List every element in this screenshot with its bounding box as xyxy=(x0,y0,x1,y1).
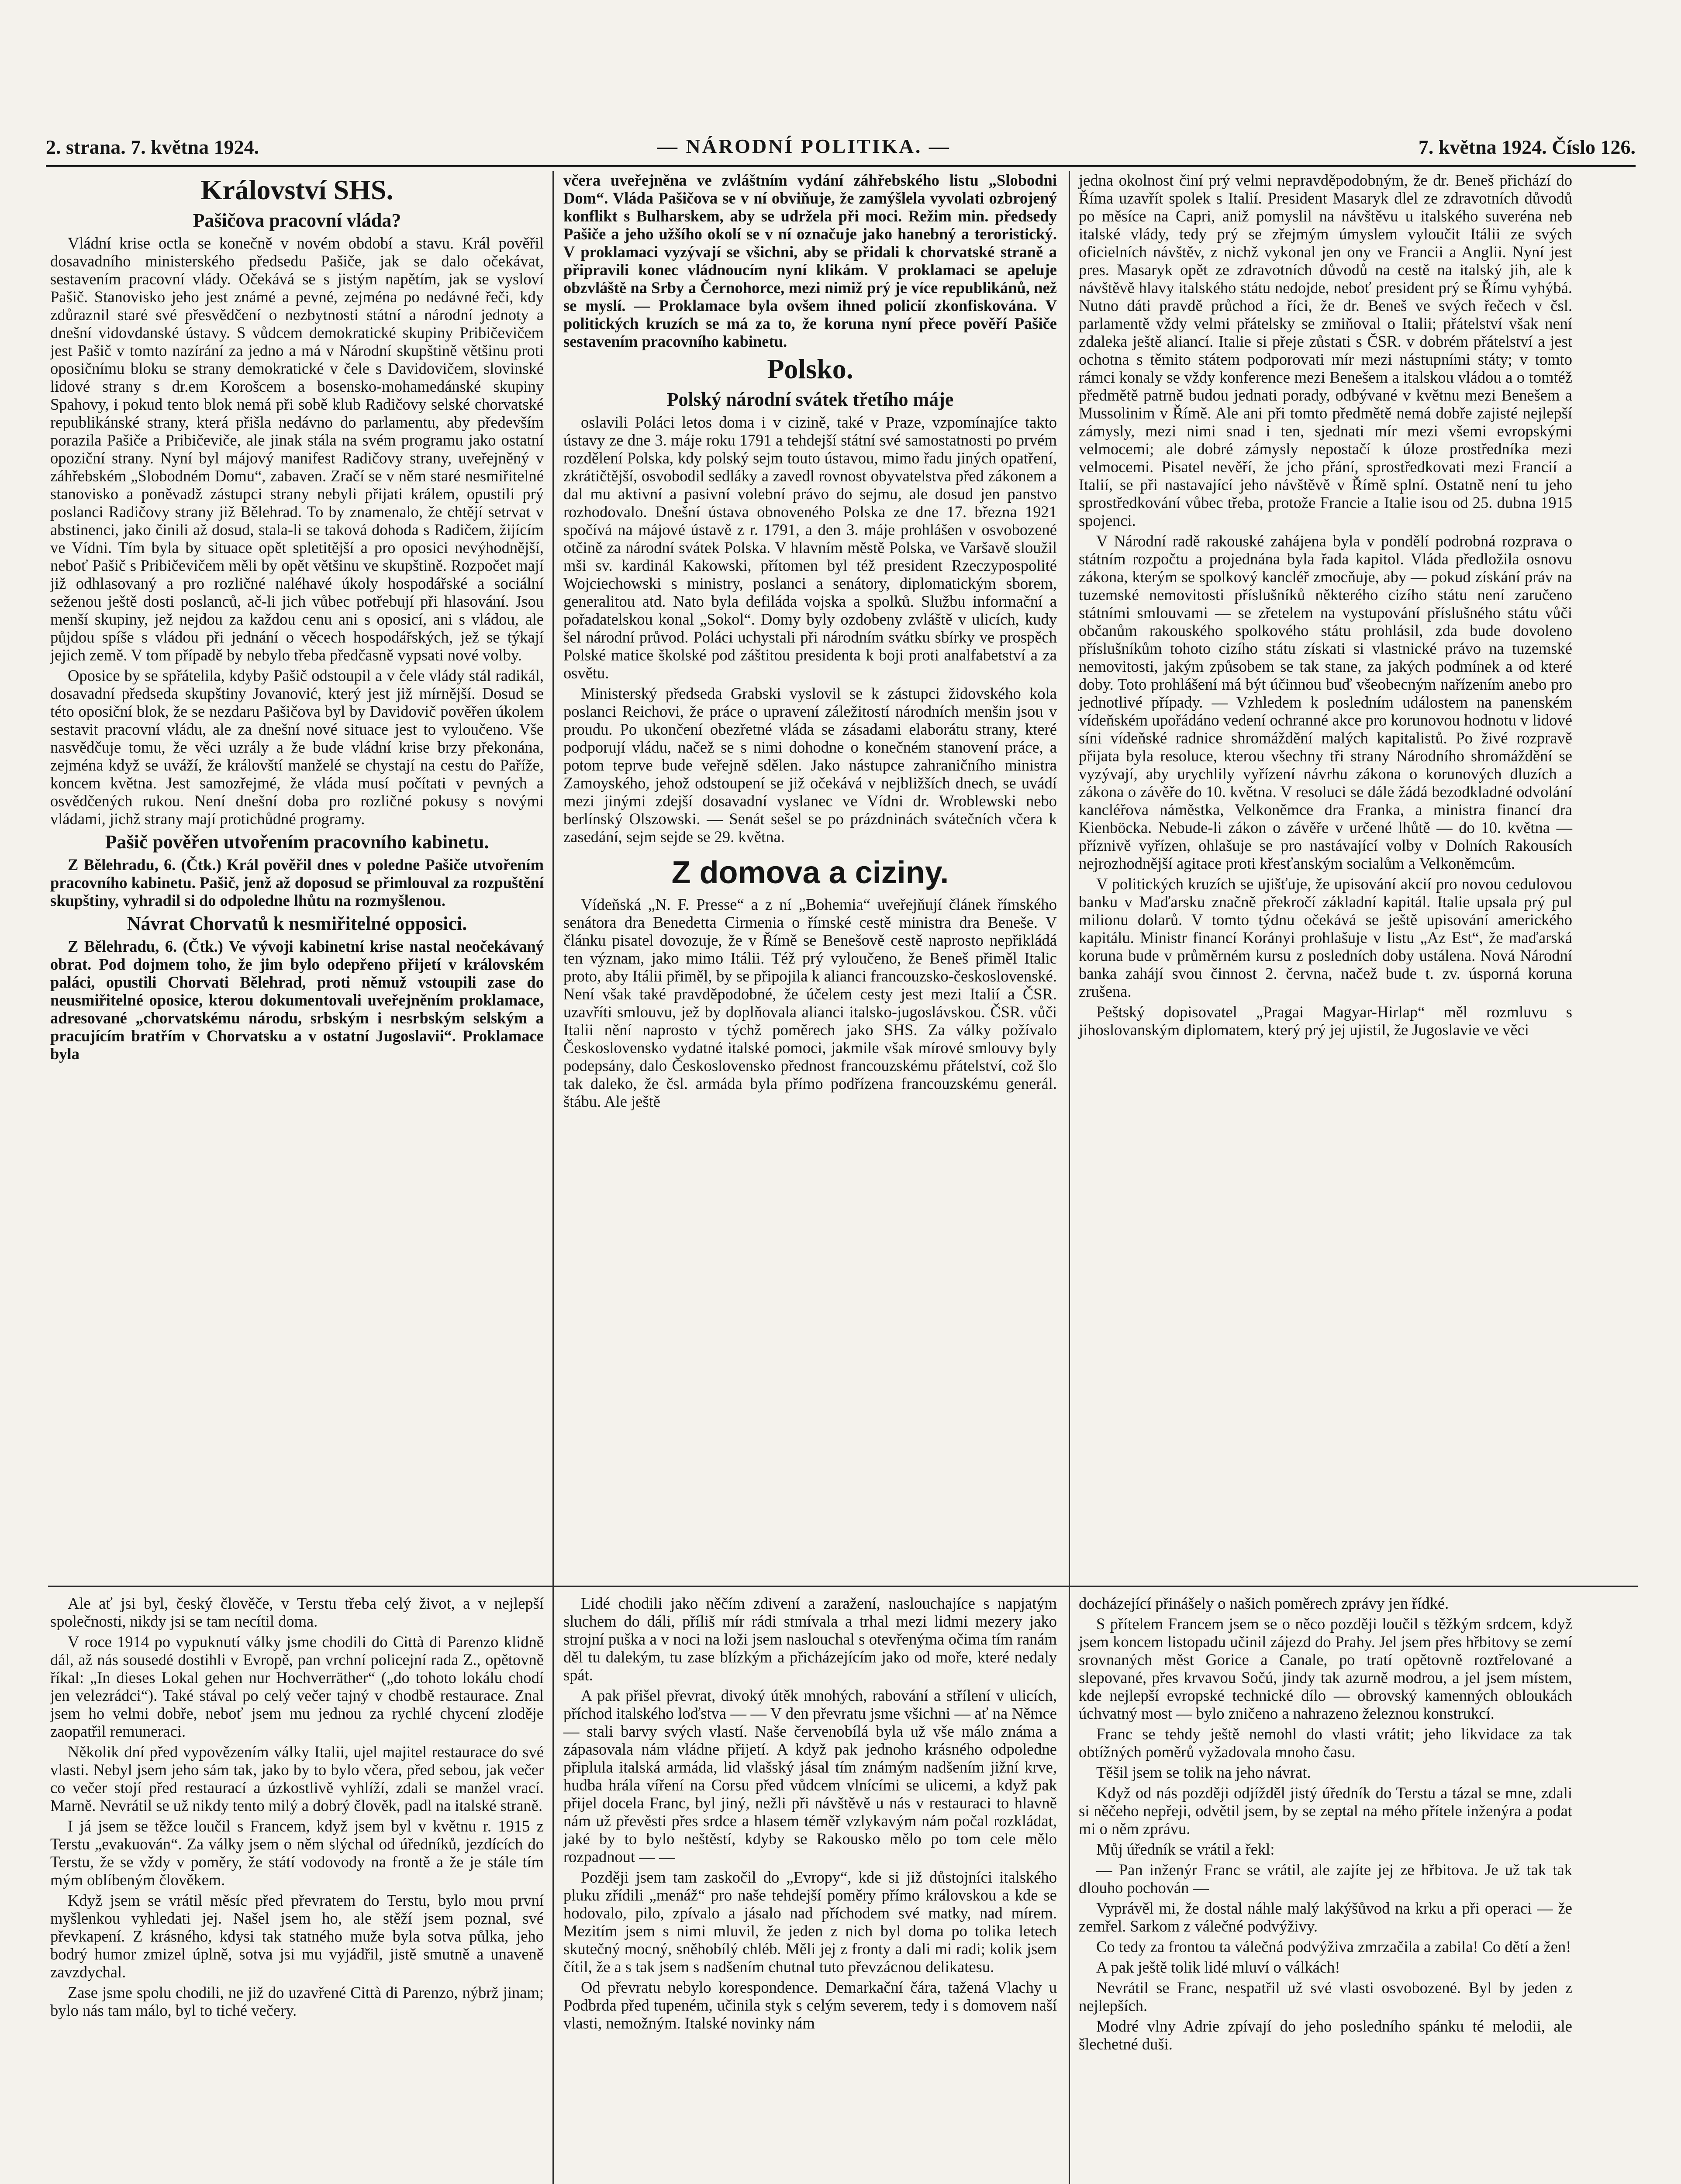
feuilleton-column-1 xyxy=(50,1594,544,2022)
paragraph: Nevrátil se Franc, nespatřil už své vlasti osvobozené. Byl by jeden z nejlepších. xyxy=(1079,1979,1572,2015)
page-header xyxy=(46,131,1636,166)
paragraph: oslavili Poláci letos doma i v cizině, také v Praze, vzpomínajíce takto ústavy ze dne 3. máje roku 1791 a tehdejší státní své samostatnosti po prvém rozdělení Polska, kdy polský sejm touto ústavou, mimo řadu jiných opatření, zkrátičtější, osvobodil sedláky a zavedl rovnost obyvatelstva před zákonem a dal mu aktivní a pasivní volební právo do sejmu, ale dosud jen panstvo rozhodovalo. Dnešní ústava obnoveného Polska ze dne 17. března 1921 spočívá na májové ústavě z r. 1791, a den 3. máje prohlášen v osvobozené otčině za národní svátek Polska. V hlavním městě Polska, ve Varšavě sloužil mši sv. kardinál Kakowski, přítomen byl též president Rzeczypospolité Wojciechowski s ministry, poslanci a senátory, diplomatickým sborem, generalitou atd. Nato byla defiláda vojska a spolků. Službu informační a pořadatelskou konal „Sokol“. Domy byly ozdobeny zvláště v ulicích, kudy šel národní průvod. Poláci uchystali při národním svátku sbírky ve prospěch Polské matice školské pod záštitou presidenta k boji proti analfabetství a za osvětu. xyxy=(563,413,1057,682)
paragraph: Ministerský předseda Grabski vyslovil se k zástupci židovského kola poslanci Reichovi, že práce o upravení záležitostí národních menšin jsou v proudu. Po ukončení obezřetné vláda se zásadami elaborátu strany, které podporují vládu, načež se s nimi dohodne o konečném stanovení práce, a potom teprve bude veřejně sdělen. Jako nástupce zahraničního ministra Zamoyského, jehož odstoupení se již očekává v nejbližších dnech, se uvádí mezi jinými zdejší dosavadní vyslanec ve Vídni dr. Wroblewski nebo berlínský Olszowski. — Senát sešel se po prázdninách svátečních včera k zasedání, sejm sejde se 29. května. xyxy=(563,684,1057,846)
paragraph: Můj úředník se vrátil a řekl: xyxy=(1096,1840,1275,1858)
section-title: Z domova a ciziny. xyxy=(671,855,949,890)
article-title: Návrat Chorvatů k nesmiřitelné opposici. xyxy=(127,913,467,934)
column-divider xyxy=(1069,171,1070,2184)
article-title: Pašičova pracovní vláda? xyxy=(193,210,401,231)
section-title: Království SHS. xyxy=(200,174,393,205)
article-title: Pašič pověřen utvořením pracovního kabinetu. xyxy=(105,831,489,853)
paragraph: V Národní radě rakouské zahájena byla v pondělí podrobná rozprava o státním rozpočtu a projednána byla řada kapitol. Vláda předložila osnovu zákona, kterým se spolkový kancléř zmocňuje, aby — pokud získání práv na tuzemské nemovitosti příslušníků některého cizího státu není zaručeno státními smlouvami — se zřetelem na vystupování příslušného státu vůči občanům rakouského spolkového státu prohlásil, zda bude dovoleno příslušníkům tohoto cizího státu získati si vlastnické právo na tuzemské nemovitosti, jakým způsobem se tak stane, za jakých podmínek a od které doby. Toto prohlášení má být účinnou buď všeobecným nařízením anebo pro jednotlivé případy. — Vzhledem k posledním událostem na panenském vídeňském upořádáno vedení ochranné akce pro korunovou hodnotu v lidové síni vídeňské radnice shromáždění malých kapitalistů. Po živé rozpravě přijata byla resoluce, kterou všechny tři strany Národního shromáždění se vyzývají, aby urychlily vyřízení návrhu zákona o korunových dluzích a zákona o závěře do 10. května. V resoluci se dále žádá bezodkladné odvolání kancléřova náměstka, Velkoněmce dra Franka, a ministra financí dra Kienböcka. Nebude-li zákon o závěře v určené lhůtě — do 10. května — příznivě vyřízen, ohlašuje se pro nastávající volby v Dolních Rakousích nejrozhodnější agitace proti křesťanským socialům a Velkoněmcům. xyxy=(1079,532,1572,872)
feuilleton-column-2 xyxy=(563,1594,1057,2035)
section-title: Polsko. xyxy=(767,353,853,384)
paragraph: Když jsem se vrátil měsíc před převratem do Terstu, bylo mou první myšlenkou vyhledati jej. Našel jsem ho, ale stěží jsem poznal, své převkapení. Z krásného, kdysi tak statného muže byla sotva půlka, jeho bodrý humor zmizel úplně, sotva jsi mu vyjádřil, jistě smutně a unaveně zavzdychal. xyxy=(50,1891,544,1981)
paragraph: docházející přinášely o našich poměrech zprávy jen řídké. xyxy=(1079,1594,1449,1612)
column-1 xyxy=(50,171,544,1604)
column-3 xyxy=(1079,171,1572,1543)
paragraph: Co tedy za frontou ta válečná podvýživa zmrzačila a zabila! Co dětí a žen! xyxy=(1096,1938,1571,1956)
column-2 xyxy=(563,171,1057,1552)
paragraph: S přítelem Francem jsem se o něco později loučil s těžkým srdcem, když jsem koncem listopadu učinil zájezd do Prahy. Jel jsem přes hřbitovy se zemí srovnaných měst Gorice a Canale, po tratí opětovně roztřelované a slepované, přes krvavou Sočú, jindy tak azurně modrou, a jel jsem místem, kde nejlepší evropské technické dílo — obrovský kamenných obloukách úchvatný most — bylo zničeno a nahrazeno železnou konstrukcí. xyxy=(1079,1615,1572,1722)
paragraph: Modré vlny Adrie zpívají do jeho posledního spánku té melodii, ale šlechetné duši. xyxy=(1079,2017,1572,2053)
feuilleton-column-3 xyxy=(1079,1594,1572,2056)
article-title: Polský národní svátek třetího máje xyxy=(666,389,954,410)
header-rule xyxy=(46,165,1636,167)
paragraph: včera uveřejněna ve zvláštním vydání záhřebského listu „Slobodni Dom“. Vláda Pašičova se v ní obviňuje, že zamýšlela vyvolati ozbrojený konflikt s Bulharskem, aby se udržela při moci. Režim min. předsedy Pašiče a jeho užšího okolí se v ní označuje jako hanebný a teroristický. V proklamaci vyzývají se všichni, aby se přidali k chorvatské straně a připravili konec vládnoucím nyní klikám. V proklamaci se apeluje obzvláště na Srby a Černohorce, mezi nimiž prý je více republikánů, než se myslí. — Proklamace byla ovšem ihned policií zkonfiskována. V politických kruzích se má za to, že koruna nyní přece pověří Pašiče sestavením pracovního kabinetu. xyxy=(563,171,1057,350)
paragraph: Později jsem tam zaskočil do „Evropy“, kde si již důstojníci italského pluku zřídili „menáž“ pro naše tehdejší poměry přímo královskou a kde se hodovalo, pilo, zpívalo a jásalo nad příchodem své matky, nad mírem. Mezitím jsem s nimi mluvil, že jeden z nich byl doma po tolika letech skutečný mocný, sněhobílý chléb. Měli jej z fronty a dali mi radi; kolik jsem čítil, že a s tak jsem s nadšením chutnal tuto převzácnou delikatesu. xyxy=(563,1868,1057,1976)
paragraph: jedna okolnost činí prý velmi nepravděpodobným, že dr. Beneš přichází do Říma uzavřít spolek s Italií. President Masaryk dlel ze zdravotních důvodů po měsíce na Capri, aniž pomyslil na návštěvu u italského suveréna neb italské vlády, tedy prý se zřejmým úmyslem vyloučit Itálii ze svých oficielních návštěv, z nichž vykonal jen ony ve Francii a Anglii. Nyní jest pres. Masaryk opět ze zdravotních důvodů na cestě na italský jih, ale k návštěvě hlavy italského státu nedojde, neboť president prý se Římu vyhýbá. Nutno dáti pravdě průchod a říci, že dr. Beneš ve svých řečech v čsl. parlamentě vždy velmi přátelsky se zmiňoval o Italii; přátelství však není zdaleka ještě aliancí. Italie si přeje zůstati s ČSR. v dobrém přátelství a jest ochotna s těmito státem podporovati mír mezi nástupními státy; v tomto rámci konaly se vždy konference mezi Benešem a italskou vládou a o tomtéž předmětě patrně budou jednati porady, odbývané v květnu mezi Benešem a Mussolinim v Římě. Ale ani při tomto předmětě nemá dobře zajisté nejlepší zámysly, mezi nimi snad i ten, sjednati mír mezi všemi evropskými velmocemi; ale dobré zámysly nepostačí k úloze prostředníka mezi velmocemi. Pisatel nevěří, že jcho přání, sprostředkovati mezi Francií a Italií, se při nastavající jeho návštěvě v Římě splní. Ostatně není tu jeho sprostředkování vůbec třeba, protože Francie a Italie isou od 25. dubna 1915 spojenci. xyxy=(1079,171,1572,529)
paragraph: A pak ještě tolik lidé mluví o válkách! xyxy=(1096,1958,1340,1976)
paragraph: Ale ať jsi byl, český člověče, v Terstu třeba celý život, a v nejlepší společnosti, nikdy jsi se tam necítil doma. xyxy=(50,1594,544,1630)
paragraph: Několik dní před vypovězením války Italii, ujel majitel restaurace do své vlasti. Nebyl jsem jeho sám tak, jako by to bylo včera, před sebou, jak večer co večer stojí před restaurací a úzkostlivě vyhlíží, zdali se manžel vrací. Marně. Nevrátil se už nikdy tento milý a dobrý člověk, padl na italské straně. xyxy=(50,1743,544,1814)
paragraph: Vládní krise octla se konečně v novém období a stavu. Král pověřil dosavadního ministerského předsedu Pašiče, jak se dalo očekávat, sestavením pracovní vlády. Očekává se s jistým napětím, jak se vysloví Pašič. Stanovisko jeho jest známé a pevné, zejména po nedávné řeči, kdy zdůraznil staré své přesvědčení o nezbytnosti státní a národní jednoty a dnešní vidovdanské ústavy. S vůdcem demokratické skupiny Pribičevičem jest Pašič v tomto nazírání za jedno a má v Národní skupštině většinu proti oposičnímu bloku se strany demokratické v čele s Davidovičem, slovinské lidové strany s dr.em Korošcem a bosensko-mohamedánské skupiny Spahovy, i pokud tento blok nemá při sobě klub Radičovy selské chorvatské republikánské strany, která přišla nedávno do parlamentu, aby především porazila Pašiče a Pribičeviče, ale jinak stála na svém programu jako ostatní opoziční strany. Nyní byl májový manifest Radičovy strany, uveřejněný v záhřebském „Slobodném Domu“, zabaven. Zračí se v něm staré nesmiřitelné stanovisko a poněvadž zástupci strany nebyli přijati králem, opustili prý poslanci Radičovy strany již Bělehrad. To by znamenalo, že chtějí setrvat v abstinenci, jako činili až dosud, stala-li se taková dohoda s Radičem, žijícím ve Vídni. Tím byla by situace opět spletitější a pro oposici nevýhodnější, neboť Pašič s Pribičevičem měli by opět většinu ve skupštině. Rozpočet mají již odhlasovaný a pro rozličné naléhavé úkoly hospodářské a sociální seženou ještě dosti poslanců, ač-li jich vůbec potřebují při hlasování. Jsou menší skupiny, jež nejdou za každou cenu ani s oposicí, ani s vládou, ale půjdou spíše s vládou při jednání o věcech hospodářských, jež se týkají jejich země. V tom případě by nebylo třeba předčasně vypsati nové volby. xyxy=(50,234,544,664)
paragraph: Těšil jsem se tolik na jeho návrat. xyxy=(1096,1763,1311,1781)
paragraph: Od převratu nebylo korespondence. Demarkační čára, tažená Vlachy u Podbrda před tupeném, učinila styk s celým severem, tedy i s domovem naší vlasti, nemožným. Italské novinky nám xyxy=(563,1978,1057,2032)
paragraph: Zase jsme spolu chodili, ne již do uzavřené Città di Parenzo, nýbrž jinam; bylo nás tam málo, byl to tiché večery. xyxy=(50,1984,544,2019)
paragraph: Z Bělehradu, 6. (Čtk.) Král pověřil dnes v poledne Pašiče utvořením pracovního kabinetu. Pašič, jenž až doposud se přimlouval za rozpuštění skupštiny, vyhradil si do odpoledne lhůtu na rozmyšlenou. xyxy=(50,856,544,909)
column-divider xyxy=(552,171,554,2184)
paragraph: A pak přišel převrat, divoký útěk mnohých, rabování a střílení v ulicích, příchod italského loďstva — — V den převratu jsme všichni — ať na Němce — stali barvy svých vlastí. Naše červenobílá byla už vše málo známa a zápasovala nám vládne přijetí. A když pak jednoho krásného odpoledne připlula italská armáda, lid vlašský jásal tím známým nadšením jižní krve, hudba hrála víření na Corsu před vůdcem vlnícími se ulicemi, a když pak přijel docela Franc, byl jiný, nežli při návštěvě u nás v restauraci to hlavně nám už převěsti přes srdce a hlasem téměř vzlykavým nám počal rozkládat, jaké by to bylo neštěstí, kdyby se Rakousko mělo po tom cele mělo rozpadnout — — xyxy=(563,1686,1057,1866)
paragraph: I já jsem se těžce loučil s Francem, když jsem byl v květnu r. 1915 z Terstu „evakuován“. Za války jsem o něm slýchal od úředníků, jezdících do Terstu, že se vždy v poměry, že státí vodovody na frontě a že je stále tím mým oblíbeným člověkem. xyxy=(50,1817,544,1889)
paragraph: Vyprávěl mi, že dostal náhle malý lakýšůvod na krku a při operaci — že zemřel. Sarkom z válečné podvýživy. xyxy=(1079,1899,1572,1935)
paragraph: V roce 1914 po vypuknutí války jsme chodili do Città di Parenzo klidně dál, až nás sousedé dostihli v Evropě, pan vrchní policejní rada Z., opětovně říkal: „In dieses Lokal gehen nur Hochverräther“ („do tohoto lokálu chodí jen velezrádci“). Také stával po celý večer tajný v chodbě restaurace. Znal jsem ho velmi dobře, neboť jsem mu jednou za rychlé chycení zloděje zaopatřil remuneraci. xyxy=(50,1633,544,1740)
paragraph: Lidé chodili jako něčím zdivení a zaražení, naslouchajíce s napjatým sluchem do dáli, příliš mír rádi stmívala a trhal mezi lidmi mezery jako strojní puška a v noci na loži jsem naslouchal s otevřenýma očima tím ranám děl tu dalekým, tu zase blízkým a přicházejícím jako od moře, které nedaly spát. xyxy=(563,1594,1057,1684)
paragraph: Vídeňská „N. F. Presse“ a z ní „Bohemia“ uveřejňují článek římského senátora dra Benedetta Cirmenia o římské cestě ministra dra Beneše. V článku pisatel dovozuje, že v Římě se Benešově cestě naprosto nepřikládá ten význam, jako mimo Itálii. Též prý vyloučeno, že Beneš přiměl Italic proto, aby Itálii přiměl, by se připojila k alianci francouzsko-československé. Není však také pravděpodobné, že účelem cesty jest mezi Italií a ČSR. uzavříti smlouvu, jež by doplňovala alianci italsko-jugoslávskou. ČSR. vůči Italii nění naprosto v týchž poměrech jako SHS. Za války požívalo Československo vydatné italské pomoci, jakmile však mírové smlouvy byly podepsány, dalo Československo přednost francouzskému přátelství, což šlo tak daleko, že čsl. armáda byla přímo podřízena francouzskému generál. štábu. Ale ještě xyxy=(563,895,1057,1110)
paragraph: Peštský dopisovatel „Pragai Magyar-Hirlap“ měl rozmluvu s jihoslovanským diplomatem, který prý jej ujistil, že Jugoslavie ve věci xyxy=(1079,1003,1572,1039)
header-right: 7. května 1924. Číslo 126. xyxy=(1418,136,1636,158)
paragraph: Franc se tehdy ještě nemohl do vlasti vrátit; jeho likvidace za tak obtížných poměrů vyžadovala mnoho času. xyxy=(1079,1725,1572,1761)
paragraph: Když od nás později odjížděl jistý úředník do Terstu a tázal se mne, zdali si něčeho nepřeji, odvětil jsem, by se zeptal na mého přítele inženýra a podat mi o něm zprávu. xyxy=(1079,1784,1572,1838)
paragraph: — Pan inženýr Franc se vrátil, ale zajíte jej ze hřbitova. Je už tak tak dlouho pochován — xyxy=(1079,1861,1572,1897)
paragraph: Oposice by se spřátelila, kdyby Pašič odstoupil a v čele vlády stál radikál, dosavadní předseda skupštiny Jovanović, který jest již mírnější. Dosud se této oposiční blok, že se nezdaru Pašičova byl by Davidovič pověřen úkolem sestavit pracovní vládu, ale za dnešní nové situace jest to vyloučeno. Vše nasvědčuje tomu, že věci uzrály a že bude vládní krise brzy překonána, zejména když se uváží, že královští manželé se chystají na cestu do Paříže, koncem května. Jest samozřejmé, že vláda musí počítati v pevných a osvědčených rukou. Není dnešní doba pro rozličné pokusy s novými vládami, jichž strany mají protichůdné programy. xyxy=(50,667,544,828)
masthead: — NÁRODNÍ POLITIKA. — xyxy=(657,135,951,157)
paragraph: V politických kruzích se ujišťuje, že upisování akcií pro novou cedulovou banku v Maďarsku značně překročí základní kapitál. Italie upsala prý pul milionu dolarů. V tomto týdnu očekává se ještě upisování amerického kapitálu. Ministr financí Korányi prohlašuje v listu „Az Est“, že maďarská koruna bude v průměrném kursu z posledních doby ustálena. Nová Národní banka zahájí svou činnost 2. června, načež bude t. zv. úsporná koruna zrušena. xyxy=(1079,875,1572,1000)
paragraph: Z Bělehradu, 6. (Čtk.) Ve vývoji kabinetní krise nastal neočekávaný obrat. Pod dojmem toho, že jim bylo odepřeno přijetí v královském paláci, opustili Chorvati Bělehrad, proti němuž vstoupili zase do neusmiřitelné oposice, kterou dokumentovali uveřejněním proklamace, adresované „chorvatskému národu, srbským i nesrbským selským a pracujícím bratřím v Chorvatsku a v ostatní Jugoslavii“. Proklamace byla xyxy=(50,937,544,1063)
header-left: 2. strana. 7. května 1924. xyxy=(46,136,259,158)
